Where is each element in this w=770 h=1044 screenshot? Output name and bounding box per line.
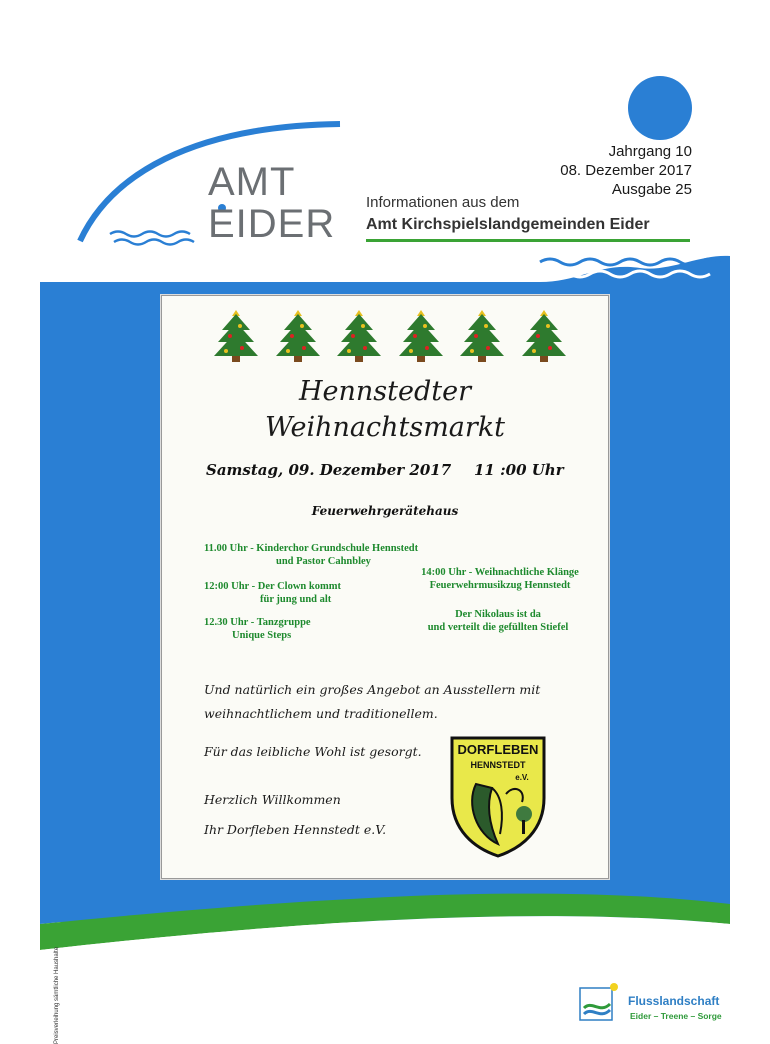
program-item-line2: Unique Steps xyxy=(232,630,292,641)
program-item-line2: für jung und alt xyxy=(260,594,332,605)
blue-sun-circle xyxy=(628,76,692,140)
program-item-line2: und verteilt die gefüllten Stiefel xyxy=(427,622,569,633)
flusslandschaft-subtitle: Eider – Treene – Sorge xyxy=(630,1011,722,1021)
logo-amt-text: AMT xyxy=(208,160,296,204)
program-item xyxy=(204,580,341,606)
poster-text-signature: Ihr Dorfleben Hennstedt e.V. xyxy=(204,822,387,837)
christmas-market-poster xyxy=(161,295,609,879)
program-item xyxy=(398,608,598,634)
program-item xyxy=(204,616,311,642)
logo-eider-text: EIDER xyxy=(208,202,336,246)
masthead-subtitle: Informationen aus dem xyxy=(366,194,520,211)
christmas-tree-icon xyxy=(456,304,508,364)
poster-time: 11 :00 Uhr xyxy=(474,461,564,479)
program-item-line1: Der Nikolaus ist da xyxy=(455,609,541,620)
issue-info xyxy=(560,142,692,199)
program-item-line1: 14:00 Uhr - Weihnachtliche Klänge xyxy=(421,567,579,578)
badge-line2: HENNSTEDT xyxy=(470,760,526,770)
dorfleben-shield-logo xyxy=(446,734,550,860)
flusslandschaft-name: Flusslandschaft xyxy=(628,994,720,1008)
program-item xyxy=(204,542,418,568)
bottom-swoosh-shape xyxy=(40,864,730,1000)
masthead-title: Amt Kirchspielslandgemeinden Eider xyxy=(366,216,650,233)
christmas-tree-icon xyxy=(210,304,262,364)
poster-text-food: Für das leibliche Wohl ist gesorgt. xyxy=(204,744,422,759)
christmas-trees-row xyxy=(210,304,570,364)
program-item-line1: 12:00 Uhr - Der Clown kommt xyxy=(204,581,341,592)
green-underline xyxy=(366,239,690,242)
flusslandschaft-logo-icon xyxy=(578,982,618,1022)
christmas-tree-icon xyxy=(518,304,570,364)
program-item-line1: 11.00 Uhr - Kinderchor Grundschule Hennstedt xyxy=(204,543,419,554)
side-note xyxy=(54,914,66,1044)
badge-line1: DORFLEBEN xyxy=(457,742,539,757)
issue-number: Ausgabe 25 xyxy=(611,181,692,198)
christmas-tree-icon xyxy=(395,304,447,364)
christmas-tree-icon xyxy=(272,304,324,364)
christmas-tree-icon xyxy=(333,304,385,364)
program-item-line2: Feuerwehrmusikzug Hennstedt xyxy=(429,580,571,591)
program-item-line1: 12.30 Uhr - Tanzgruppe xyxy=(204,617,311,628)
side-note-text: Preisverleihung sämtliche Haushalte xyxy=(54,946,60,1044)
issue-volume: Jahrgang 10 xyxy=(608,143,692,160)
program-item-line2: und Pastor Cahnbley xyxy=(276,556,371,567)
poster-text-welcome: Herzlich Willkommen xyxy=(204,792,341,807)
poster-date: Samstag, 09. Dezember 2017 xyxy=(206,461,452,479)
poster-title-line2: Weihnachtsmarkt xyxy=(264,412,506,443)
poster-title-line1: Hennstedter xyxy=(298,376,471,407)
poster-text-offer1: Und natürlich ein großes Angebot an Ausstellern mit xyxy=(204,682,541,697)
poster-text-offer2: weihnachtlichem und traditionellem. xyxy=(204,706,438,721)
issue-date: 08. Dezember 2017 xyxy=(560,162,692,179)
program-item xyxy=(410,566,590,592)
badge-line3: e.V. xyxy=(515,773,529,782)
poster-venue: Feuerwehrgerätehaus xyxy=(311,504,459,518)
